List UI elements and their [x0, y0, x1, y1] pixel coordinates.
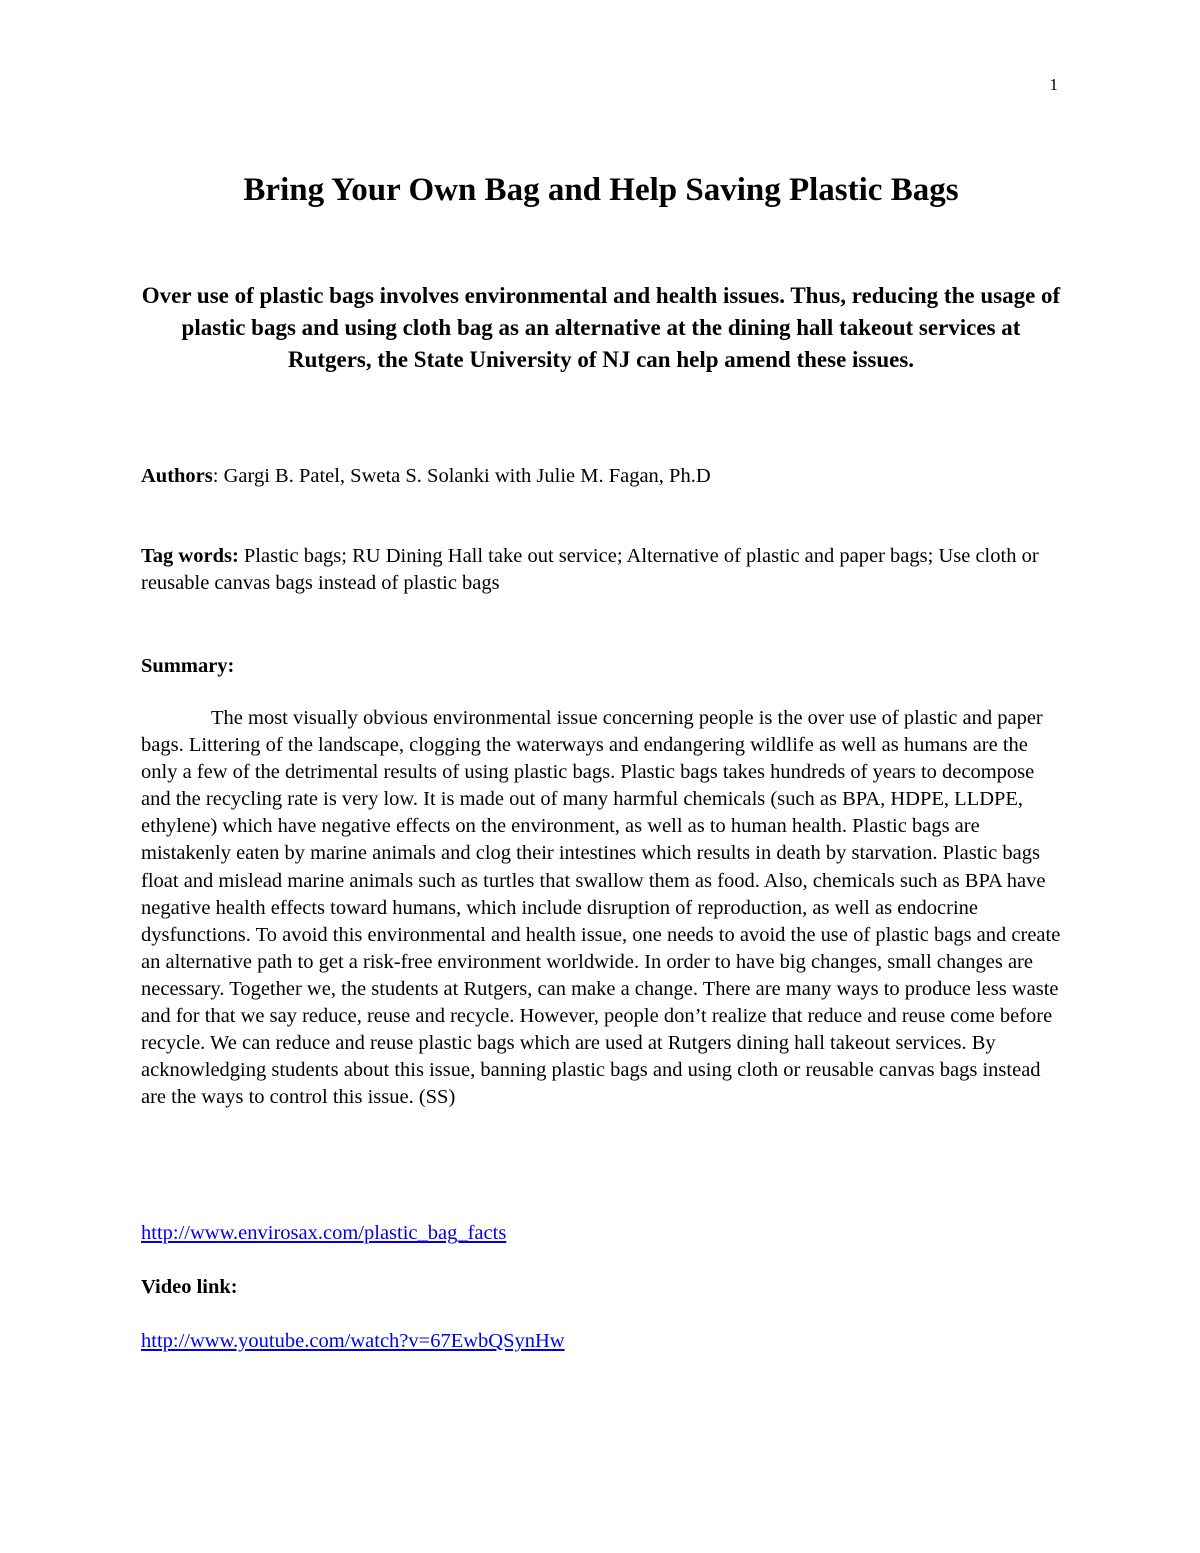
- authors-value: : Gargi B. Patel, Sweta S. Solanki with Julie M. Fagan, Ph.D: [212, 465, 711, 487]
- abstract-statement: Over use of plastic bags involves environmental and health issues. Thus, reducing the usage of plastic bags and using cloth bag as an alternative at the dining hall takeout services at Rutgers, the State University of NJ can help amend these issues.: [141, 283, 1061, 372]
- summary-paragraph: The most visually obvious environmental issue concerning people is the over use of plastic and paper bags. Littering of the landscape, clogging the waterways and endangering wildlife as well as humans are the only a few of the detrimental results of using plastic bags. Plastic bags takes hundreds of years to decompose and the recycling rate is very low. It is made out of many harmful chemicals (such as BPA, HDPE, LLDPE, ethylene) which have negative effects on the environment, as well as to human health. Plastic bags are mistakenly eaten by marine animals and clog their intestines which results in death by starvation. Plastic bags float and mislead marine animals such as turtles that swallow them as food. Also, chemicals such as BPA have negative health effects toward humans, which include disruption of reproduction, as well as endocrine dysfunctions. To avoid this environmental and health issue, one needs to avoid the use of plastic bags and create an alternative path to get a risk-free environment worldwide. In order to have big changes, small changes are necessary. Together we, the students at Rutgers, can make a change. There are many ways to produce less waste and for that we say reduce, reuse and recycle. However, people don’t realize that reduce and reuse come before recycle. We can reduce and reuse plastic bags which are used at Rutgers dining hall takeout services. By acknowledging students about this issue, banning plastic bags and using cloth or reusable canvas bags instead are the ways to control this issue. (SS): [141, 707, 1061, 1109]
- authors-label: Authors: [141, 465, 213, 487]
- summary-heading: Summary:: [141, 655, 235, 677]
- youtube-video-link[interactable]: http://www.youtube.com/watch?v=67EwbQSynHw: [141, 1330, 565, 1352]
- document-title: Bring Your Own Bag and Help Saving Plastic Bags: [243, 172, 959, 208]
- tag-words-line: [141, 543, 1061, 597]
- page-number: 1: [1049, 75, 1058, 94]
- video-link-heading: Video link:: [141, 1276, 238, 1298]
- plastic-bag-facts-link[interactable]: http://www.envirosax.com/plastic_bag_facts: [141, 1222, 507, 1244]
- tag-words-label: Tag words:: [141, 545, 239, 567]
- authors-line: [141, 463, 1061, 490]
- tag-words-value: Plastic bags; RU Dining Hall take out service; Alternative of plastic and paper bags; Use cloth or reusable canvas bags instead of plastic bags: [141, 545, 1039, 594]
